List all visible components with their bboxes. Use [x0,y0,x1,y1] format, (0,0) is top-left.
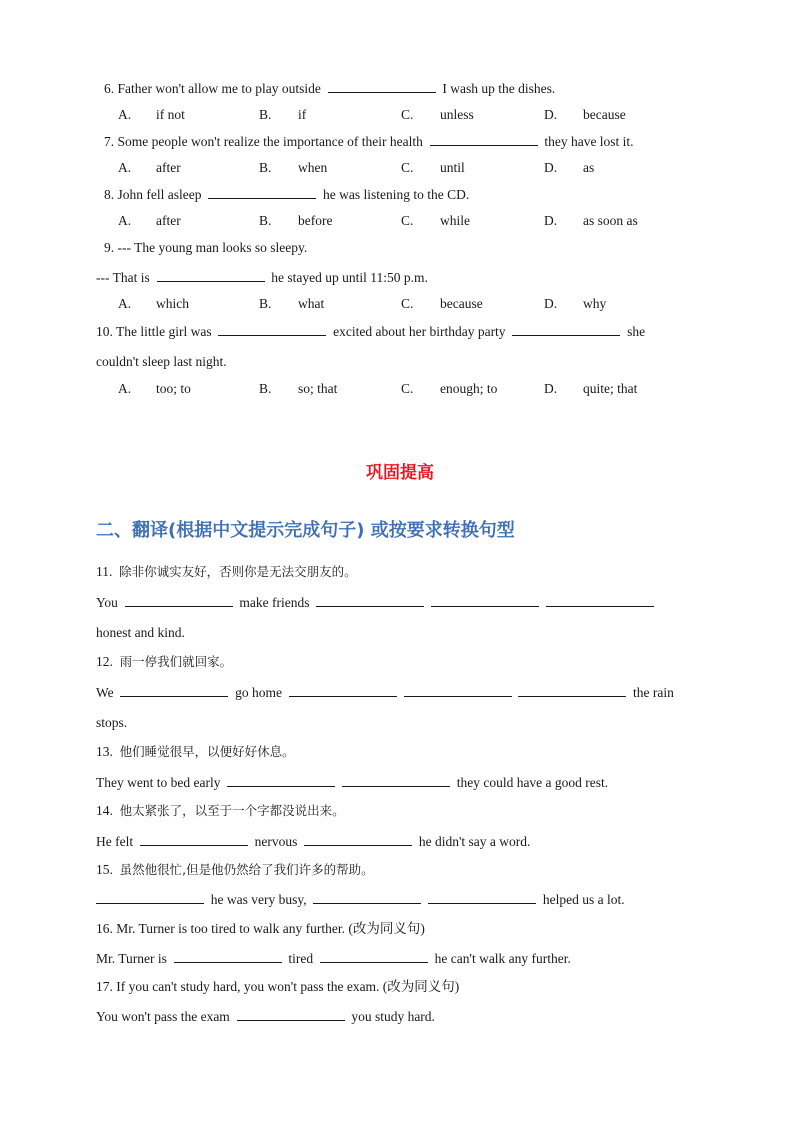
option-text: enough; to [440,381,498,396]
part-title: 二、翻译(根据中文提示完成句子) 或按要求转换句型 [96,520,515,541]
option-label: C. [401,381,414,396]
question-text: If you can't study hard, you won't pass the exam. (改为同义句) [116,979,460,994]
question-number: 8. [104,187,115,202]
question-16-answer-line [96,949,571,968]
option-text: if not [156,107,185,122]
question-text: stops. [96,715,128,730]
question-8 [104,185,469,204]
answer-blank[interactable] [316,593,424,607]
question-text: the rain [633,685,674,700]
chinese-prompt: 雨一停我们就回家。 [119,654,233,669]
question-11-answer-line [96,593,654,612]
question-number: 13. [96,744,113,759]
chinese-prompt: 他们睡觉很早，以便好好休息。 [119,744,295,759]
question-number: 10. [96,324,113,339]
question-text: he was listening to the CD. [322,187,470,202]
question-number: 15. [96,862,113,877]
question-6 [104,79,555,98]
option-label: C. [401,296,414,311]
answer-blank[interactable] [120,683,228,697]
question-12-answer-line [96,683,674,702]
question-number: 11. [96,564,113,579]
question-text: Mr. Turner is too tired to walk any further. (改为同义句) [116,921,425,936]
option-text: before [298,213,333,228]
option-label: A. [118,213,132,228]
question-number: 12. [96,654,113,669]
answer-blank[interactable] [237,1007,345,1021]
answer-blank[interactable] [428,890,536,904]
question-17-answer-line [96,1007,435,1026]
question-text: tired [288,951,314,966]
answer-blank[interactable] [342,773,450,787]
option-text: too; to [156,381,191,396]
option-label: A. [118,160,132,175]
question-text: You [96,595,118,610]
option-label: C. [401,160,414,175]
question-text: go home [235,685,283,700]
option-text: because [440,296,483,311]
answer-blank[interactable] [430,132,538,146]
question-13 [96,743,295,761]
question-text: honest and kind. [96,625,185,640]
option-text: which [156,296,189,311]
option-label: B. [259,296,272,311]
answer-blank[interactable] [227,773,335,787]
question-text: John fell asleep [117,187,202,202]
question-17 [96,978,459,996]
answer-blank[interactable] [304,832,412,846]
answer-blank[interactable] [208,185,316,199]
option-label: D. [544,381,558,396]
chinese-prompt: 虽然他很忙,但是他仍然给了我们许多的帮助。 [119,862,374,877]
answer-blank[interactable] [125,593,233,607]
option-text: while [440,213,470,228]
question-text: helped us a lot. [542,892,625,907]
question-text: excited about her birthday party [333,324,506,339]
option-label: B. [259,381,272,396]
question-text: Mr. Turner is [96,951,167,966]
question-text: he didn't say a word. [418,834,531,849]
question-text: They went to bed early [96,775,221,790]
option-text: if [298,107,307,122]
option-label: D. [544,296,558,311]
answer-blank[interactable] [157,268,265,282]
question-text: --- That is [96,270,150,285]
option-text: after [156,213,181,228]
answer-blank[interactable] [313,890,421,904]
question-13-answer-line [96,773,608,792]
option-text: after [156,160,181,175]
question-number: 16. [96,921,113,936]
question-9 [104,239,307,257]
question-text: they could have a good rest. [456,775,609,790]
question-text: he stayed up until 11:50 p.m. [271,270,428,285]
option-label: A. [118,107,132,122]
question-10 [96,322,645,341]
option-label: A. [118,381,132,396]
chinese-prompt: 除非你诚实友好，否则你是无法交朋友的。 [119,564,357,579]
option-text: because [583,107,626,122]
answer-blank[interactable] [546,593,654,607]
answer-blank[interactable] [518,683,626,697]
question-text: The little girl was [116,324,212,339]
option-text: unless [440,107,474,122]
question-text: He felt [96,834,134,849]
question-text: he can't walk any further. [434,951,571,966]
question-15-answer-line [96,890,625,909]
question-15 [96,861,374,879]
answer-blank[interactable] [218,322,326,336]
question-text: --- The young man looks so sleepy. [117,240,308,255]
option-text: as soon as [583,213,638,228]
question-14 [96,802,345,820]
option-text: so; that [298,381,338,396]
question-text: We [96,685,114,700]
option-label: D. [544,213,558,228]
option-text: what [298,296,325,311]
answer-blank[interactable] [512,322,620,336]
question-text: Some people won't realize the importance of their health [117,134,423,149]
question-number: 6. [104,81,115,96]
question-number: 17. [96,979,113,994]
answer-blank[interactable] [320,949,428,963]
option-text: why [583,296,607,311]
option-label: D. [544,107,558,122]
answer-blank[interactable] [174,949,282,963]
option-label: B. [259,107,272,122]
question-number: 14. [96,803,113,818]
option-label: C. [401,107,414,122]
answer-blank[interactable] [404,683,512,697]
option-text: until [440,160,465,175]
answer-blank[interactable] [96,890,204,904]
option-label: B. [259,213,272,228]
question-text: couldn't sleep last night. [96,354,227,369]
question-number: 7. [104,134,115,149]
answer-blank[interactable] [431,593,539,607]
option-label: D. [544,160,558,175]
question-text: you study hard. [351,1009,435,1024]
question-16 [96,920,425,938]
option-label: A. [118,296,132,311]
question-text: she [627,324,646,339]
question-9-line-2 [96,268,428,287]
chinese-prompt: 他太紧张了，以至于一个字都没说出来。 [119,803,345,818]
question-text: they have lost it. [544,134,634,149]
question-14-answer-line [96,832,530,851]
question-12 [96,653,232,671]
question-text: he was very busy, [210,892,307,907]
option-label: B. [259,160,272,175]
answer-blank[interactable] [140,832,248,846]
option-label: C. [401,213,414,228]
question-text: nervous [254,834,298,849]
option-text: quite; that [583,381,638,396]
question-text: You won't pass the exam [96,1009,230,1024]
question-text: make friends [239,595,310,610]
question-11 [96,563,357,581]
question-7 [104,132,634,151]
section-title: 巩固提高 [366,463,434,483]
option-text: when [298,160,328,175]
option-text: as [583,160,595,175]
question-number: 9. [104,240,115,255]
question-text: Father won't allow me to play outside [117,81,321,96]
answer-blank[interactable] [328,79,436,93]
answer-blank[interactable] [289,683,397,697]
question-text: I wash up the dishes. [442,81,556,96]
